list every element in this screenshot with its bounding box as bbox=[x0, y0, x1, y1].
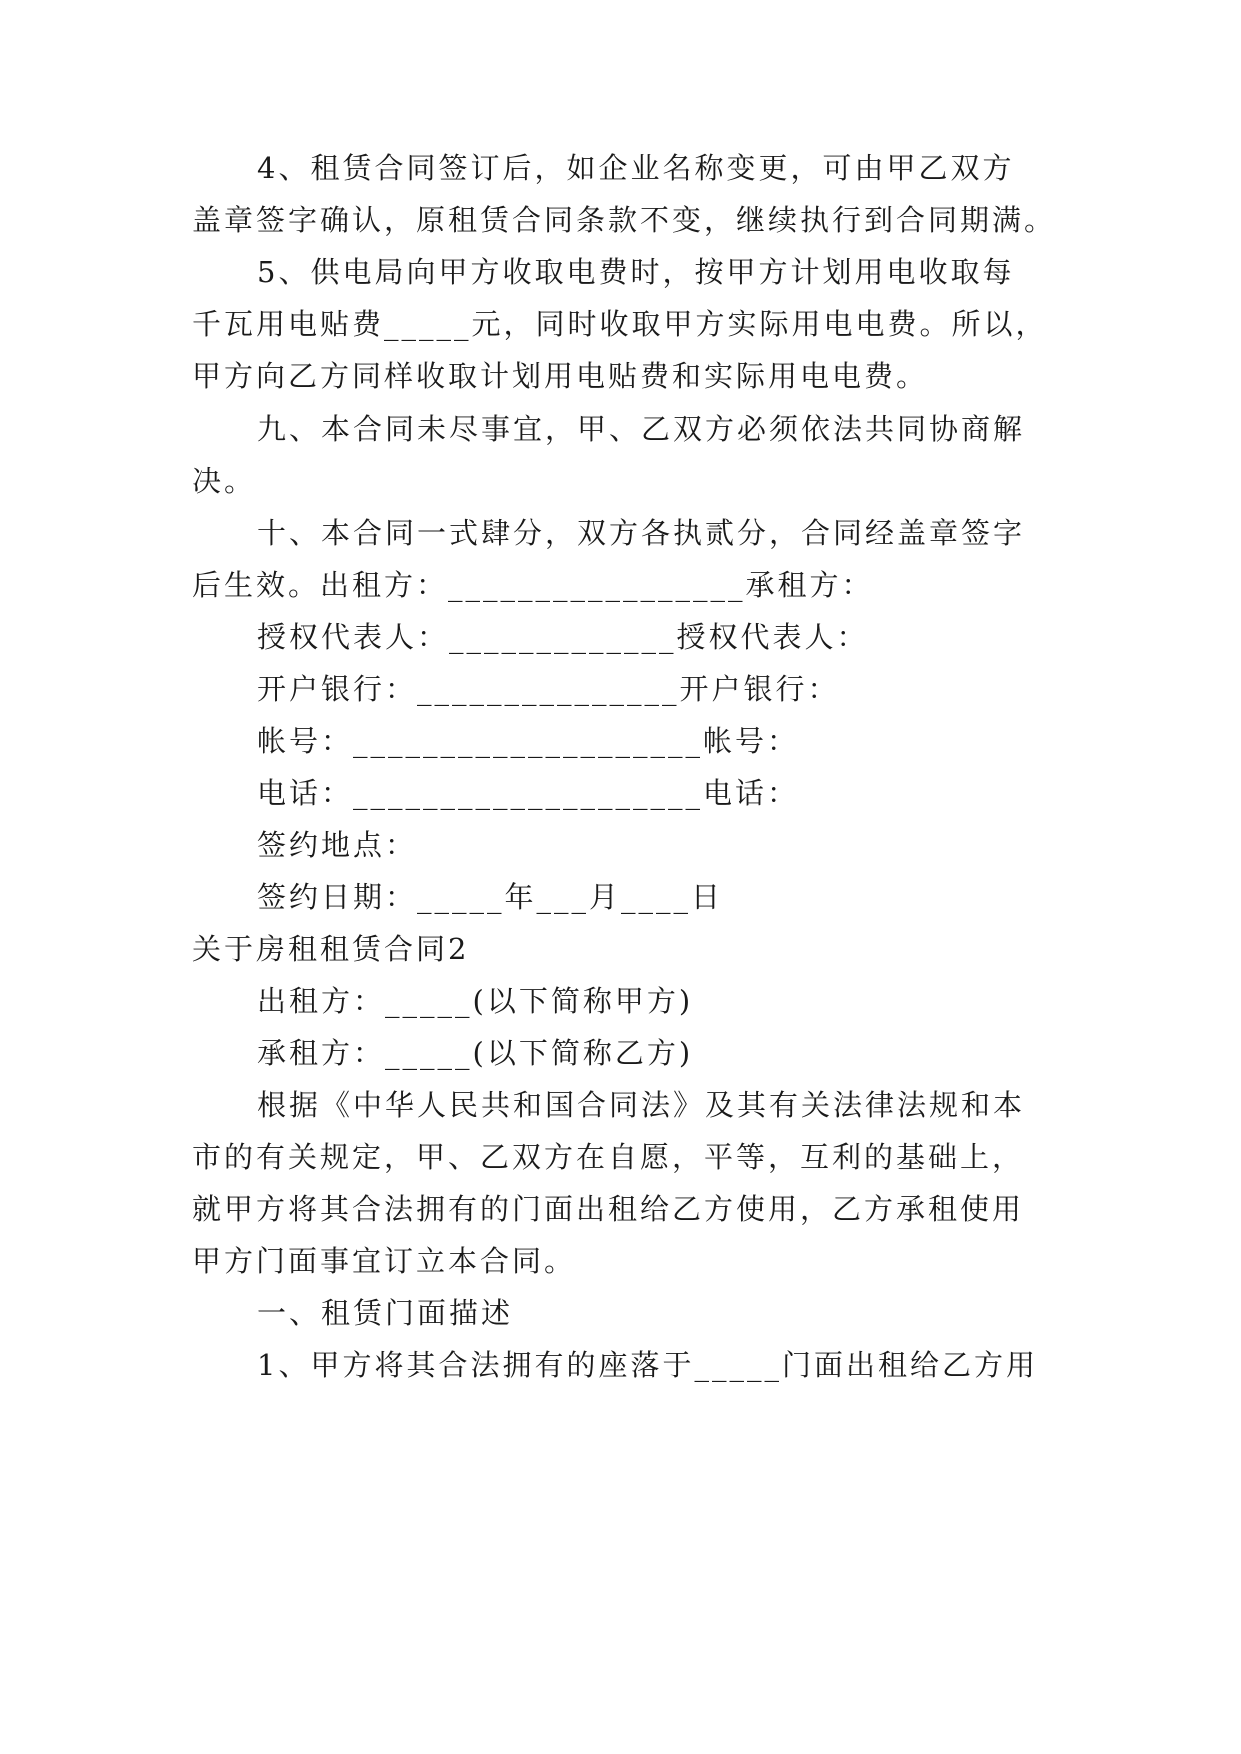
clause-5-line-3: 甲方向乙方同样收取计划用电贴费和实际用电电费。 bbox=[192, 359, 929, 393]
preamble-line-4: 甲方门面事宜订立本合同。 bbox=[192, 1244, 577, 1278]
clause-9-line-2: 决。 bbox=[192, 464, 257, 498]
lessor-line: 出租方：_____(以下简称甲方) bbox=[257, 984, 694, 1018]
clause-10-line-1: 十、本合同一式肆分，双方各执贰分，合同经盖章签字 bbox=[257, 516, 1026, 550]
preamble-line-3: 就甲方将其合法拥有的门面出租给乙方使用，乙方承租使用 bbox=[192, 1192, 1025, 1226]
clause-4-line-2: 盖章签字确认，原租赁合同条款不变，继续执行到合同期满。 bbox=[192, 203, 1057, 237]
section-1-clause-1: 1、甲方将其合法拥有的座落于_____门面出租给乙方用 bbox=[257, 1348, 1038, 1382]
contract-2-title: 关于房租租赁合同2 bbox=[192, 932, 470, 966]
signature-representative: 授权代表人：_____________授权代表人： bbox=[257, 620, 869, 654]
clause-5-line-2: 千瓦用电贴费_____元，同时收取甲方实际用电电费。所以， bbox=[192, 307, 1048, 341]
signature-bank: 开户银行：_______________开户银行： bbox=[257, 672, 840, 706]
clause-9-line-1: 九、本合同未尽事宜，甲、乙双方必须依法共同协商解 bbox=[257, 412, 1026, 446]
clause-5-line-1: 5、供电局向甲方收取电费时，按甲方计划用电收取每 bbox=[257, 255, 1015, 289]
preamble-line-1: 根据《中华人民共和国合同法》及其有关法律法规和本 bbox=[257, 1088, 1026, 1122]
clause-10-line-2: 后生效。出租方：_________________承租方： bbox=[192, 568, 874, 602]
signing-date: 签约日期：_____年___月____日 bbox=[257, 880, 724, 914]
signature-phone: 电话：____________________电话： bbox=[257, 776, 800, 810]
section-1-heading: 一、租赁门面描述 bbox=[257, 1296, 514, 1330]
clause-4-line-1: 4、租赁合同签订后，如企业名称变更，可由甲乙双方 bbox=[257, 151, 1015, 185]
signature-account: 帐号：____________________帐号： bbox=[257, 724, 800, 758]
preamble-line-2: 市的有关规定，甲、乙双方在自愿，平等，互利的基础上， bbox=[192, 1140, 1025, 1174]
signing-place: 签约地点： bbox=[257, 828, 418, 862]
lessee-line: 承租方：_____(以下简称乙方) bbox=[257, 1036, 694, 1070]
